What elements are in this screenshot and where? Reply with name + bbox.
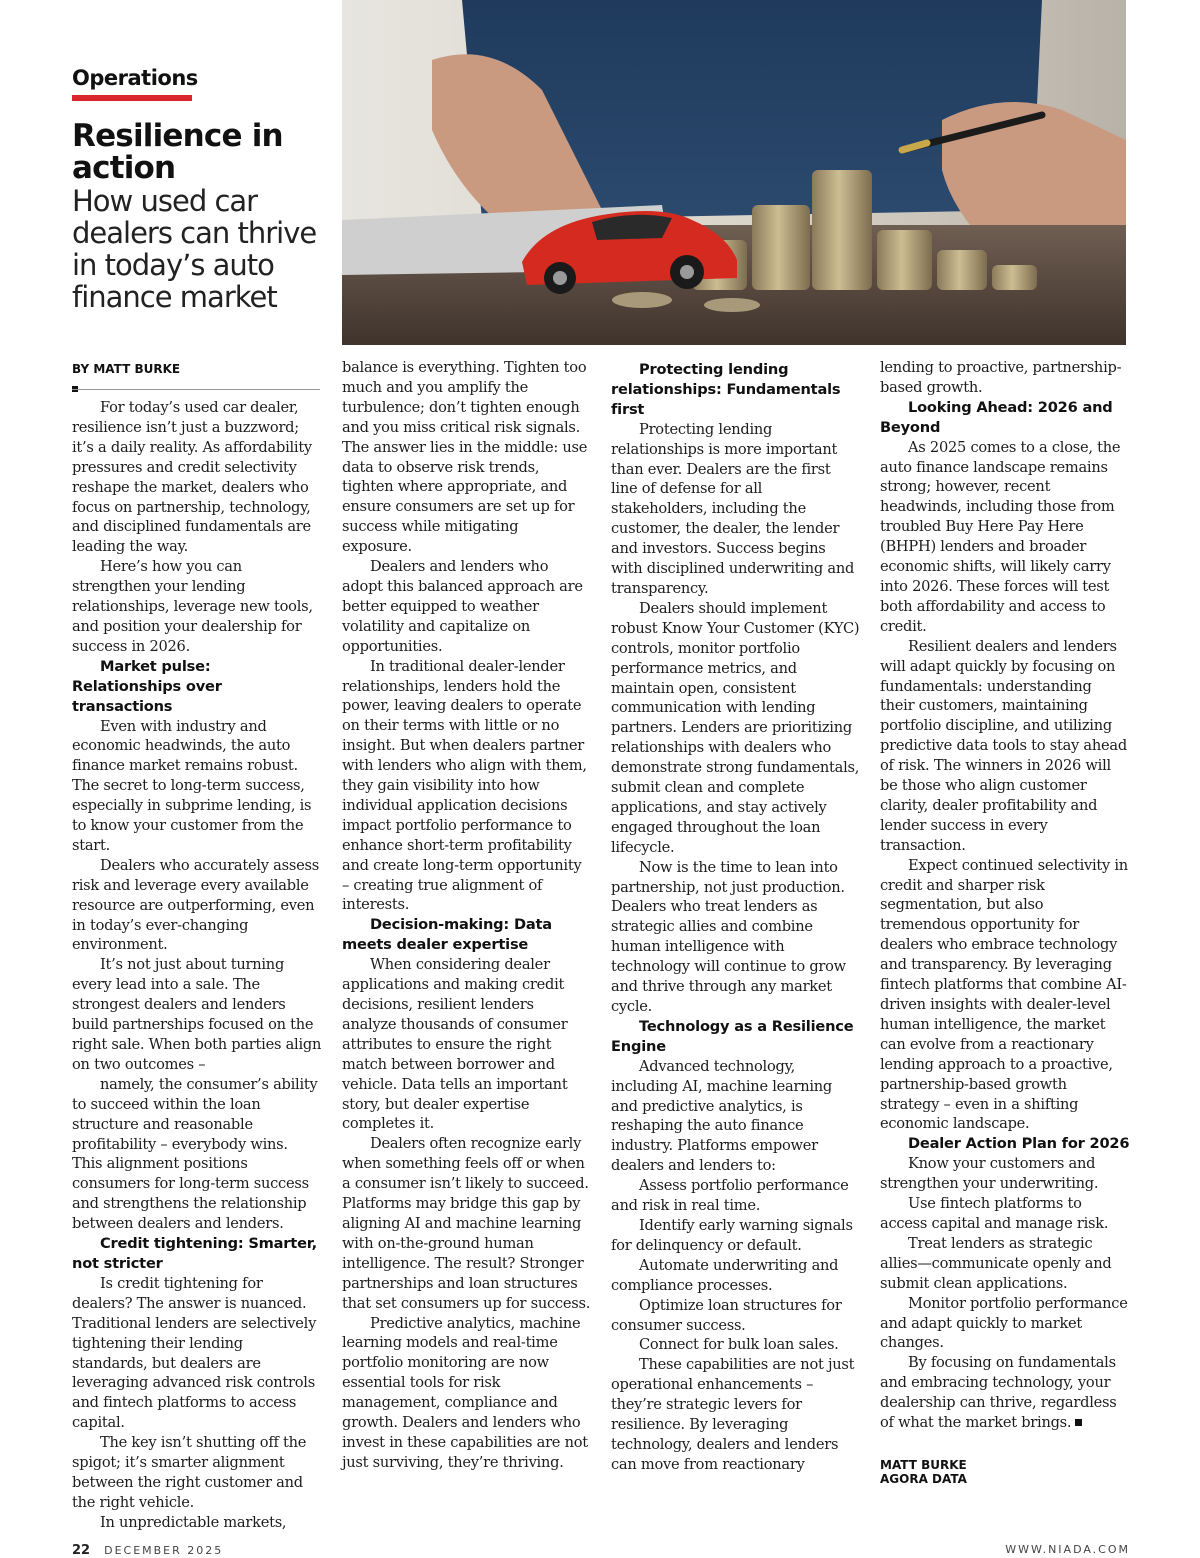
paragraph: Treat lenders as strategic allies—communicate openly and submit clean applications. [880,1234,1112,1292]
paragraph: balance is everything. Tighten too much and you amplify the turbulence; don’t tighten enough and you miss critical risk signals. The answer lies in the middle: use data to observe risk trends, tighten where appropriate, and ensure consumers are set up for success while mitigating exposure. [342,359,588,556]
paragraph: As 2025 comes to a close, the auto finance landscape remains strong; however, recent headwinds, including those from troubled Buy Here Pay Here (BHPH) lenders and broader economic shifts, will likely carry into 2026. These forces will test both affordability and access to credit. [880,438,1121,635]
paragraph: Protecting lending relationships is more important than ever. Dealers are the first line of defense for all stakeholders, including the customer, the dealer, the lender and investors. Success begins with disciplined underwriting and transparency. [611,420,855,597]
closing-text: By focusing on fundamentals and embracing technology, your dealership can thrive, regardless of what the market brings. [880,1354,1117,1432]
article-column-2 [342,358,592,1473]
paragraph: Dealers and lenders who adopt this balanced approach are better equipped to weather volatility and capitalize on opportunities. [342,558,583,655]
paragraph: Assess portfolio performance and risk in real time. [611,1177,849,1215]
article-column-3 [611,360,861,1475]
paragraph: Now is the time to lean into partnership, not just production. Dealers who treat lenders as strategic allies and combine human intelligence with technology will continue to grow and thrive through any market cycle. [611,858,846,1015]
hero-photo-illustration [342,0,1126,345]
subhead: Protecting lending relationships: Fundamentals first [611,361,841,418]
end-mark [1075,1419,1082,1426]
paragraph: Dealers often recognize early when something feels off or when a consumer isn’t likely to succeed. Platforms may bridge this gap by aligning AI and machine learning with on-the-ground human intelligence. The result? Stronger partnerships and loan structures that set consumers up for success. [342,1135,591,1312]
byline: BY MATT BURKE [72,362,181,376]
section-rule [72,95,192,101]
footer-left [72,1543,223,1558]
paragraph: namely, the consumer’s ability to succeed within the loan structure and reasonable profitability – everybody wins. This alignment positions consumers for long-term success and strengthens the relationship between dealers and lenders. [72,1075,318,1233]
paragraph: Dealers should implement robust Know Your Customer (KYC) controls, monitor portfolio performance metrics, and maintain open, consistent communication with lending partners. Lenders are prioritizing relationships with dealers who demonstrate strong fundamentals, submit clean and complete applications, and stay actively engaged throughout the loan lifecycle. [611,599,860,856]
paragraph: It’s not just about turning every lead into a sale. The strongest dealers and lenders build partnerships focused on the right sale. When both parties align on two outcomes – [72,956,322,1073]
subhead: Decision-making: Data meets dealer expertise [342,916,552,954]
hero-photo [342,0,1126,345]
paragraph: Use fintech platforms to access capital and manage risk. [880,1195,1109,1232]
paragraph: Automate underwriting and compliance processes. [611,1256,839,1294]
paragraph: When considering dealer applications and making credit decisions, resilient lenders analyze thousands of consumer attributes to ensure the right match between borrower and vehicle. Data tells an important story, but dealer expertise completes it. [342,956,568,1133]
subhead: Market pulse: Relationships over transactions [72,657,222,715]
subhead: Dealer Action Plan for 2026 [908,1135,1130,1153]
paragraph: In unpredictable markets, [100,1513,287,1531]
subhead: Credit tightening: Smarter, not stricter [72,1235,317,1272]
issue-date: DECEMBER 2025 [104,1544,224,1557]
paragraph: Connect for bulk loan sales. [639,1336,839,1354]
paragraph: The key isn’t shutting off the spigot; it’s smarter alignment between the right customer and the right vehicle. [72,1434,307,1511]
paragraph: Identify early warning signals for delinquency or default. [611,1216,853,1254]
section-label: Operations [72,66,198,90]
footer-right: WWW.NIADA.COM [1005,1543,1130,1556]
page-number: 22 [72,1543,91,1558]
article-column-1 [72,398,322,1533]
paragraph: Monitor portfolio performance and adapt quickly to market changes. [880,1294,1128,1352]
subhead: Technology as a Resilience Engine [611,1017,854,1055]
headline: Resilience in action [72,118,283,186]
article-column-4 [880,358,1130,1433]
author-name: MATT BURKE [880,1458,967,1472]
paragraph [880,1353,1130,1433]
paragraph: Expect continued selectivity in credit and sharper risk segmentation, but also tremendous opportunity for dealers who embrace technology and transparency. By leveraging fintech platforms that combine AI-driven insights with dealer-level human intelligence, the market can evolve from a reactionary lending approach to a proactive, partnership-based growth strategy – even in a shifting economic landscape. [880,856,1128,1133]
author-block [880,1458,967,1486]
paragraph: Here’s how you can strengthen your lending relationships, leverage new tools, and position your dealership for success in 2026. [72,558,313,655]
paragraph: Optimize loan structures for consumer success. [611,1296,842,1334]
paragraph: Dealers who accurately assess risk and leverage every available resource are outperforming, even in today’s ever-changing environment. [72,856,319,954]
author-company: AGORA DATA [880,1472,967,1486]
paragraph: Know your customers and strengthen your underwriting. [880,1155,1099,1193]
paragraph: Even with industry and economic headwinds, the auto finance market remains robust. The secret to long-term success, especially in subprime lending, is to know your customer from the start. [72,717,312,854]
paragraph: Predictive analytics, machine learning models and real-time portfolio monitoring are now essential tools for risk management, compliance and growth. Dealers and lenders who invest in these capabilities are not just surviving, they’re thriving. [342,1314,588,1471]
paragraph: Resilient dealers and lenders will adapt quickly by focusing on fundamentals: understanding their customers, maintaining portfolio discipline, and utilizing predictive data tools to stay ahead of risk. The winners in 2026 will be those who align customer clarity, dealer profitability and lender success in every transaction. [880,637,1127,854]
paragraph: lending to proactive, partnership-based growth. [880,359,1122,396]
paragraph: For today’s used car dealer, resilience isn’t just a buzzword; it’s a daily reality. As affordability pressures and credit selectivity reshape the market, dealers who focus on partnership, technology, and disciplined fundamentals are leading the way. [72,399,312,556]
paragraph: In traditional dealer-lender relationships, lenders hold the power, leaving dealers to operate on their terms with little or no insight. But when dealers partner with lenders who align with them, they gain visibility into how individual application decisions impact portfolio performance to enhance short-term profitability and create long-term opportunity – creating true alignment of interests. [342,657,587,914]
byline-rule [72,389,320,390]
subhead: Looking Ahead: 2026 and Beyond [880,398,1113,436]
deck: How used car dealers can thrive in today’s auto finance market [72,184,317,314]
paragraph: These capabilities are not just operational enhancements – they’re strategic levers for resilience. By leveraging technology, dealers and lenders can move from reactionary [611,1356,855,1473]
paragraph: Advanced technology, including AI, machine learning and predictive analytics, is reshaping the auto finance industry. Platforms empower dealers and lenders to: [611,1057,833,1175]
paragraph: Is credit tightening for dealers? The answer is nuanced. Traditional lenders are selectively tightening their lending standards, but dealers are leveraging advanced risk controls and fintech platforms to access capital. [72,1274,317,1432]
